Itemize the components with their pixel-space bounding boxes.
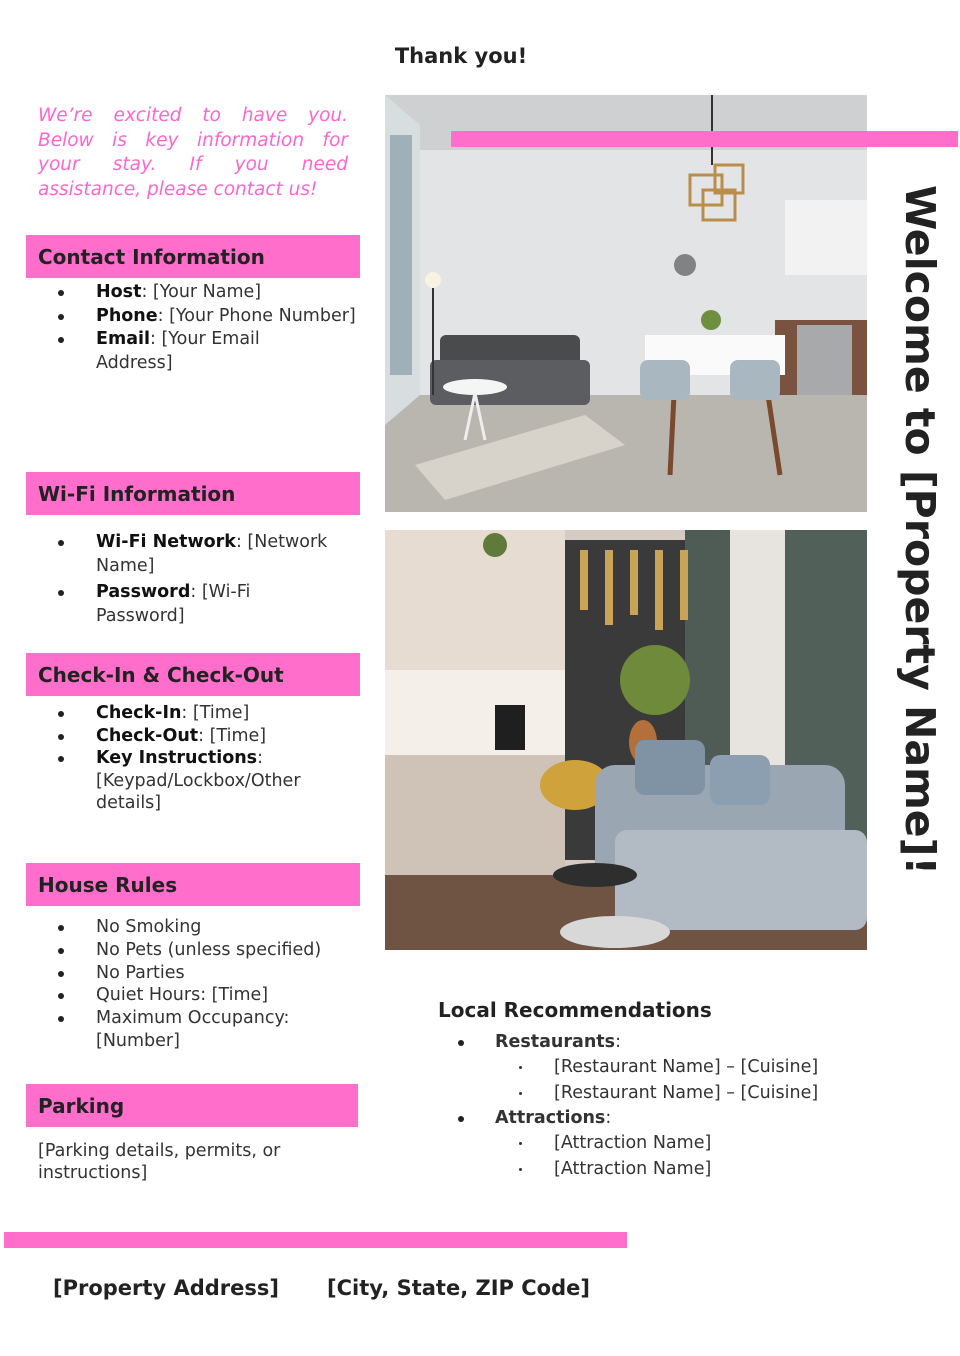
restaurants-label: Restaurants (495, 1032, 616, 1052)
wifi-password-label: Password (96, 582, 191, 602)
house-rules-list (58, 916, 353, 1053)
welcome-title-container (872, 185, 952, 905)
checkin-list (58, 702, 348, 815)
intro-line: We’re excited to have you. (38, 105, 348, 126)
wifi-list (58, 531, 358, 628)
recommendations-list (455, 1030, 895, 1182)
kitchen-lounge-photo (385, 530, 867, 950)
living-dining-photo (385, 95, 867, 512)
accent-bar-top (451, 131, 958, 147)
parking-section-header: Parking (26, 1084, 358, 1127)
accent-bar-bottom (4, 1232, 627, 1248)
attractions-category: Attractions: (455, 1106, 895, 1131)
city-state-zip: [City, State, ZIP Code] (327, 1276, 590, 1300)
key-instructions-label: Key Instructions (96, 748, 258, 768)
list-item: Wi-Fi Network: [Network Name] (58, 531, 358, 578)
local-recommendations-heading: Local Recommendations (438, 998, 712, 1022)
checkin-section-header: Check-In & Check-Out (26, 653, 360, 696)
list-item: Maximum Occupancy: [Number] (58, 1007, 353, 1053)
email-value: [Your Email Address] (96, 329, 260, 373)
phone-label: Phone (96, 305, 158, 326)
list-item: No Smoking (58, 916, 353, 939)
checkout-label: Check-Out (96, 725, 199, 746)
restaurant-item: [Restaurant Name] – [Cuisine] (455, 1055, 895, 1081)
email-label: Email (96, 329, 150, 349)
list-item: Check-In: [Time] (58, 702, 348, 725)
attractions-label: Attractions (495, 1108, 606, 1128)
attraction-item: [Attraction Name] (455, 1131, 895, 1157)
wifi-section-header: Wi-Fi Information (26, 472, 360, 515)
list-item: No Pets (unless specified) (58, 939, 353, 962)
checkout-value: [Time] (209, 725, 267, 746)
list-item: Host: [Your Name] (58, 281, 358, 305)
list-item: No Parties (58, 962, 353, 985)
list-item: Email: [Your Email Address] (58, 328, 298, 375)
restaurants-category: Restaurants: (455, 1030, 895, 1055)
list-item: Check-Out: [Time] (58, 725, 348, 748)
checkin-label: Check-In (96, 703, 182, 723)
contact-list (58, 281, 358, 375)
restaurant-item: [Restaurant Name] – [Cuisine] (455, 1081, 895, 1107)
intro-line: your stay. If you need (38, 154, 348, 175)
list-item: Key Instructions: [Keypad/Lockbox/Other details] (58, 747, 348, 815)
intro-line: Below is key information for (38, 129, 348, 151)
key-instructions-value: [Keypad/Lockbox/Other details] (96, 770, 301, 813)
house-rules-section-header: House Rules (26, 863, 360, 906)
checkin-value: [Time] (192, 703, 250, 723)
phone-value: [Your Phone Number] (169, 305, 356, 326)
host-label: Host (96, 282, 142, 302)
contact-section-header: Contact Information (26, 235, 360, 278)
list-item: Phone: [Your Phone Number] (58, 305, 358, 329)
list-item: Quiet Hours: [Time] (58, 984, 353, 1007)
wifi-network-value: [Network Name] (96, 532, 328, 576)
attraction-item: [Attraction Name] (455, 1157, 895, 1183)
wifi-password-value: [Wi-Fi Password] (96, 582, 251, 626)
parking-details: [Parking details, permits, or instructions] (38, 1141, 281, 1183)
wifi-network-label: Wi-Fi Network (96, 532, 236, 552)
thank-you-heading: Thank you! (394, 44, 528, 68)
welcome-title: Welcome to [Property Name]! (896, 185, 944, 876)
intro-message (38, 104, 348, 202)
host-value: [Your Name] (152, 282, 262, 302)
property-address: [Property Address] (53, 1276, 279, 1300)
intro-line: assistance, please contact us! (38, 178, 318, 200)
list-item: Password: [Wi-Fi Password] (58, 581, 288, 628)
